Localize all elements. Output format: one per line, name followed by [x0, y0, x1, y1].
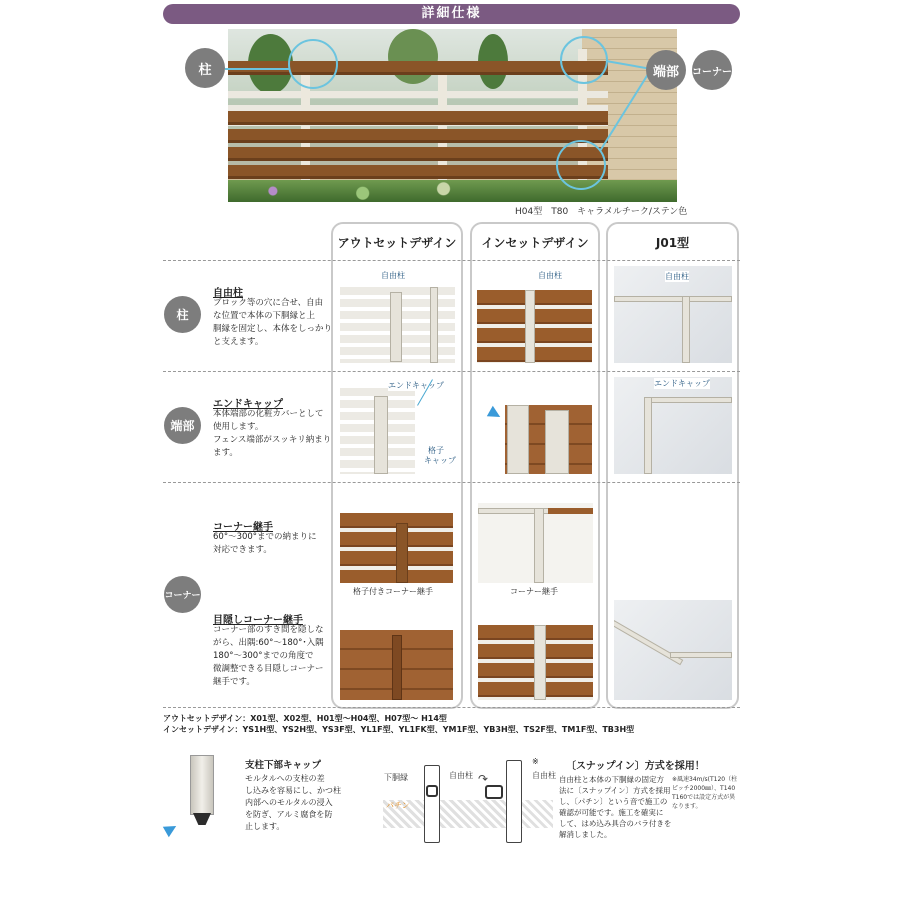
pillar-highlight-circle — [288, 39, 338, 89]
feature-title-free-post: 自由柱 — [213, 288, 243, 299]
section-title: 詳細仕様 — [163, 4, 740, 24]
pointer-arrow-icon — [163, 821, 179, 837]
outset-free-post-photo — [340, 287, 455, 363]
end-highlight-circle — [560, 36, 608, 84]
rail-profile-right — [485, 785, 503, 799]
row-badge-corner: コーナー — [164, 576, 201, 613]
curved-arrow-icon: ↷ — [478, 772, 489, 786]
label-lower-rail: 下胴縁 — [384, 773, 408, 782]
label-free-post: 自由柱 — [665, 272, 689, 281]
post-cap-desc: モルタルへの支柱の差 し込みを容易にし、かつ柱 内部へのモルタルの浸入 を防ぎ、アルミ腐食を防 止します。 — [245, 774, 341, 831]
feature-desc-screen-corner-joint: コーナー部のすき間を隠しな がら、出隅:60°～180°･入隅 180°～300°までの角度で 微調整できる目隠しコーナー 継手です。 — [213, 625, 324, 687]
label-snap-sound: パチン — [386, 801, 410, 810]
row-divider — [163, 260, 740, 261]
snap-in-note: ※風速34m/s(T120（柱 ピッチ2000㎜）、T140 T160では設定方式が異 なります。 — [672, 776, 738, 810]
column-header-outset: アウトセットデザイン — [337, 236, 457, 250]
asterisk-mark: ※ — [532, 757, 539, 766]
rail-profile-left — [426, 785, 438, 797]
label-free-post: 自由柱 — [538, 271, 562, 280]
corner-badge: コーナー — [692, 50, 732, 90]
post-diagram-right — [506, 760, 522, 843]
fence-plank — [228, 147, 608, 161]
row-divider — [163, 707, 740, 708]
pillar-badge: 柱 — [185, 48, 225, 88]
inset-corner-joint-photo — [478, 503, 593, 583]
label-lattice-cap: キャップ — [424, 456, 456, 465]
photo-caption: H04型 T80 キャラメルチーク/ステン色 — [515, 207, 688, 217]
fence-plank — [228, 111, 608, 125]
row-divider — [163, 371, 740, 372]
feature-desc-corner-joint: 60°～300°までの納まりに 対応できます。 — [213, 532, 317, 555]
label-end-cap: エンドキャップ — [654, 379, 710, 388]
post-cap-title: 支柱下部キャップ — [245, 760, 322, 771]
j01-end-cap-photo — [614, 377, 732, 474]
row-divider — [163, 482, 740, 483]
row-badge-pillar: 柱 — [164, 296, 201, 333]
feature-desc-free-post: ブロック等の穴に合せ、自由 な位置で本体の下胴縁と上 胴縁を固定し、本体をしっかり と支えます。 — [213, 298, 333, 347]
flower-bed — [228, 180, 677, 202]
feature-desc-end-cap: 本体端部の化粧カバーとして 使用します。 フェンス端部がスッキリ納まり ます。 — [213, 409, 332, 458]
end-badge: 端部 — [646, 50, 686, 90]
tree — [388, 29, 438, 84]
post-base-photo — [190, 755, 214, 815]
row-badge-end: 端部 — [164, 407, 201, 444]
feature-title-corner-joint: コーナー継手 — [213, 522, 273, 533]
feature-title-end-cap: エンドキャップ — [213, 399, 283, 410]
outset-end-cap-photo — [340, 388, 415, 474]
label-end-cap: エンドキャップ — [388, 381, 444, 390]
label-free-post: 自由柱 — [381, 271, 405, 280]
caption-corner-joint: コーナー継手 — [510, 587, 558, 596]
model-list-outset: アウトセットデザイン：X01型、X02型、H01型～H04型、H07型～ H14型 — [163, 714, 447, 723]
post-cap-shape — [193, 813, 211, 825]
feature-title-screen-corner-joint: 目隠しコーナー継手 — [213, 615, 303, 626]
post-diagram-left — [424, 765, 440, 843]
column-header-j01: J01型 — [655, 236, 690, 250]
callout-line — [225, 68, 290, 70]
label-free-post: 自由柱 — [532, 771, 556, 780]
snap-in-title: 〔スナップイン〕方式を採用！ — [566, 761, 705, 772]
j01-screen-corner-photo — [614, 600, 732, 700]
inset-screen-corner-photo — [478, 625, 593, 700]
caption-lattice-corner-joint: 格子付きコーナー継手 — [353, 587, 433, 596]
model-list-inset: インセットデザイン：YS1H型、YS2H型、YS3F型、YL1F型、YL1FK型、YM1F型、YB3H型、TS2F型、TM1F型、TB3H型 — [163, 725, 635, 734]
fence-plank — [228, 165, 608, 179]
column-header-inset: インセットデザイン — [481, 236, 589, 250]
label-free-post: 自由柱 — [449, 771, 473, 780]
outset-screen-corner-photo — [340, 630, 453, 700]
fence-plank — [228, 129, 608, 143]
corner-highlight-circle — [556, 140, 606, 190]
inset-end-cap-photo — [505, 405, 592, 474]
snap-in-desc: 自由柱と本体の下胴縁の固定方 法に〔スナップイン〕方式を採用 し、〔パチン〕という音で施工の 確認が可能です。施工を確実に して、はめ込み具合のバラ付きを 解消しました。 — [559, 775, 672, 839]
label-lattice-cap: 格子 — [428, 446, 444, 455]
inset-free-post-photo — [477, 290, 592, 363]
outset-corner-joint-photo — [340, 513, 453, 583]
